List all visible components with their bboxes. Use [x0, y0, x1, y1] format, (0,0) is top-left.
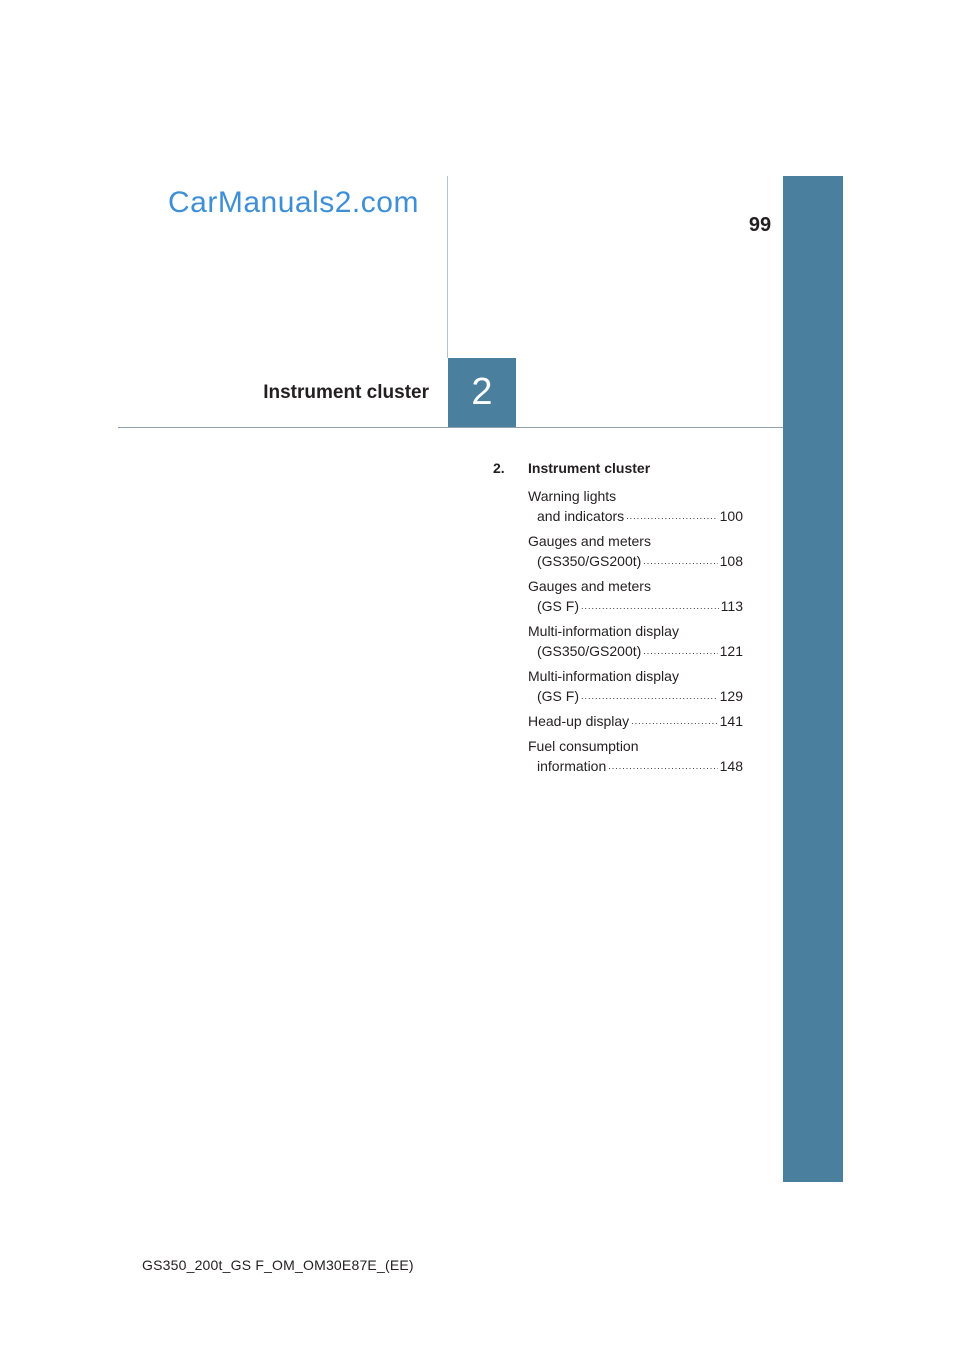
toc-entry-title: Multi-information display [528, 668, 679, 684]
chapter-side-tab [783, 176, 843, 1182]
chapter-number-box: 2 [448, 358, 516, 427]
toc-entry-page: 121 [719, 643, 743, 659]
toc-entry-subtitle: and indicators [537, 508, 625, 524]
toc-entry-mid-gs350[interactable] [528, 621, 743, 661]
toc-entry-gauges-gs350[interactable] [528, 531, 743, 571]
toc-entry-head-up-display[interactable] [528, 711, 743, 731]
dot-leader [626, 506, 717, 526]
dot-leader [631, 711, 717, 731]
dot-leader [581, 686, 718, 706]
toc-entry-title: Warning lights [528, 488, 617, 504]
toc-entry-title: Fuel consumption [528, 738, 639, 754]
dot-leader [643, 551, 717, 571]
toc-section-number: 2. [493, 460, 505, 476]
toc-entry-title: Gauges and meters [528, 533, 651, 549]
table-of-contents [493, 460, 743, 781]
toc-entry-title: Multi-information display [528, 623, 679, 639]
toc-entry-title: Gauges and meters [528, 578, 651, 594]
watermark-logo: CarManuals2.com [168, 186, 419, 219]
page-number: 99 [748, 214, 772, 236]
toc-entry-warning-lights[interactable] [528, 486, 743, 526]
dot-leader [643, 641, 717, 661]
toc-entry-page: 141 [719, 713, 743, 729]
toc-entry-page: 113 [720, 598, 743, 614]
toc-entry-page: 100 [719, 508, 743, 524]
toc-entry-fuel-consumption[interactable] [528, 736, 743, 776]
toc-entry-gauges-gsf[interactable] [528, 576, 743, 616]
toc-section-title: Instrument cluster [528, 460, 651, 476]
header-divider [447, 176, 448, 358]
dot-leader [581, 596, 719, 616]
toc-entry-subtitle: (GS350/GS200t) [537, 553, 642, 569]
dot-leader [608, 756, 717, 776]
header-rule [118, 427, 783, 428]
toc-entry-page: 108 [719, 553, 743, 569]
document-code-footer: GS350_200t_GS F_OM_OM30E87E_(EE) [142, 1257, 414, 1273]
toc-entry-title: Head-up display [528, 713, 630, 729]
toc-entry-subtitle: (GS350/GS200t) [537, 643, 642, 659]
toc-section-heading [493, 460, 743, 480]
toc-entry-subtitle: information [537, 758, 607, 774]
toc-entry-page: 129 [719, 688, 743, 704]
toc-entry-page: 148 [719, 758, 743, 774]
toc-entry-subtitle: (GS F) [537, 688, 579, 704]
toc-entry-mid-gsf[interactable] [528, 666, 743, 706]
toc-entry-subtitle: (GS F) [537, 598, 579, 614]
chapter-title: Instrument cluster [263, 382, 429, 403]
